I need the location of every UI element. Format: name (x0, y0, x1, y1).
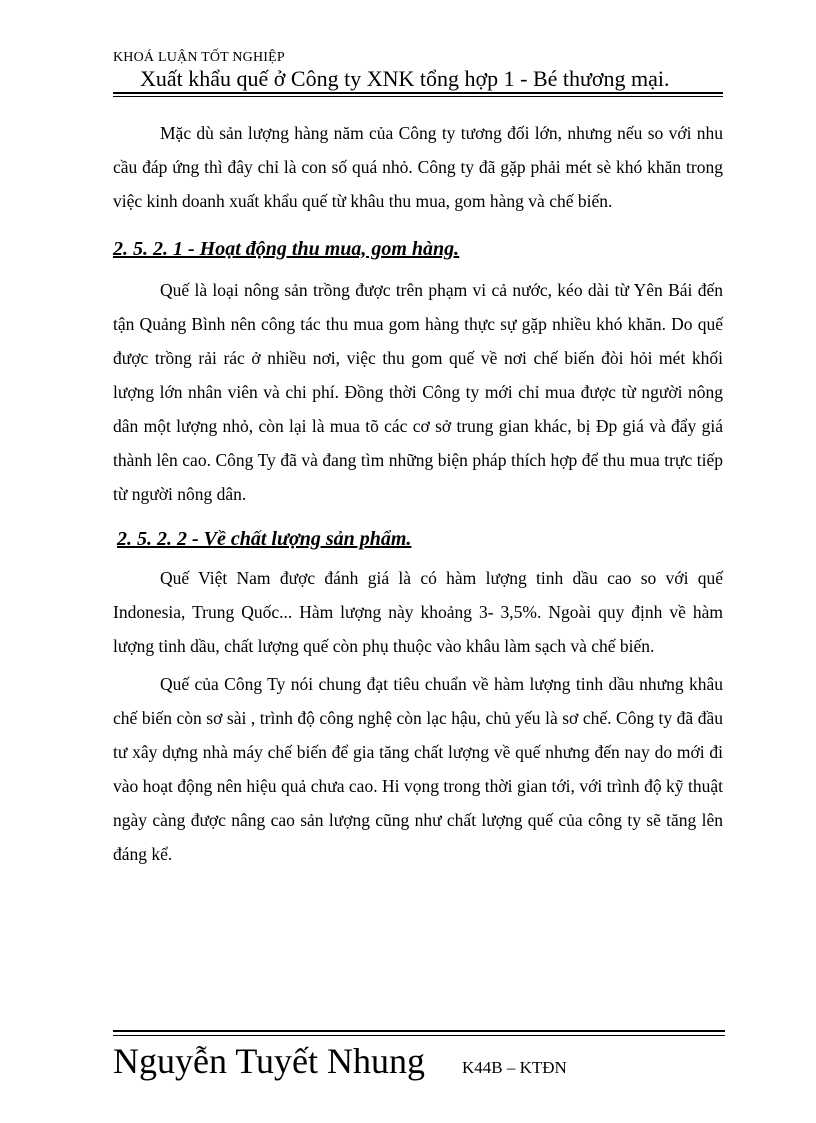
header-title: Xuất khẩu quế ở Công ty XNK tổng hợp 1 - Bé thương mại. (140, 66, 670, 91)
class-code: K44B – KTĐN (462, 1058, 567, 1077)
purchasing-paragraph: Quế là loại nông sản trồng được trên phạm vi cả nước, kéo dài từ Yên Bái đến tận Quảng Bình nên công tác thu mua gom hàng thực sự gặp nhiều khó khăn. Do quế được trồng rải rác ở nhiều nơi, việc thu gom quế về nơi chế biến đòi hỏi mét khối lượng lớn nhân viên và chi phí. Đồng thời Công ty mới chỉ mua được từ người nông dân một lượng nhỏ, còn lại là mua tõ các cơ sở trung gian khác, bị Ðp giá và đẩy giá thành lên cao. Công Ty đã và đang tìm những biện pháp thích hợp để thu mua trực tiếp từ người nông dân. (113, 280, 723, 504)
section-heading-quality: 2. 5. 2. 2 - Về chất lượng sản phẩm. (117, 528, 412, 550)
quality-paragraph-2: Quế của Công Ty nói chung đạt tiêu chuẩn về hàm lượng tinh dầu nhưng khâu chế biến còn sơ sài , trình độ công nghệ còn lạc hậu, chủ yếu là sơ chế. Công ty đã đầu tư xây dựng nhà máy chế biến để gia tăng chất lượng về quế nhưng đến nay do mới đi vào hoạt động nên hiệu quả chưa cao. Hi vọng trong thời gian tới, với trình độ kỹ thuật ngày càng được nâng cao sản lượng cũng như chất lượng quế của công ty sẽ tăng lên đáng kể. (113, 674, 723, 864)
header-label: KHOÁ LUẬN TỐT NGHIỆP (113, 50, 285, 65)
author-name: Nguyễn Tuyết Nhung (113, 1041, 426, 1081)
footer-rule-bottom (113, 1035, 725, 1036)
header-rule-top (113, 92, 723, 94)
intro-paragraph: Mặc dù sản lượng hàng năm của Công ty tương đối lớn, nhưng nếu so với nhu cầu đáp ứng thì đây chỉ là con số quá nhỏ. Công ty đã gặp phải mét sè khó khăn trong việc kinh doanh xuất khẩu quế từ khâu thu mua, gom hàng và chế biến. (113, 123, 723, 211)
footer-rule-top (113, 1030, 725, 1032)
header-rule-bottom (113, 96, 723, 97)
page-body (113, 116, 723, 871)
section-heading-purchasing: 2. 5. 2. 1 - Hoạt động thu mua, gom hàng. (113, 238, 460, 260)
quality-paragraph-1: Quế Việt Nam được đánh giá là có hàm lượng tinh dầu cao so với quế Indonesia, Trung Quốc... Hàm lượng này khoảng 3- 3,5%. Ngoài quy định về hàm lượng tinh dầu, chất lượng quế còn phụ thuộc vào khâu làm sạch và chế biến. (113, 568, 723, 656)
